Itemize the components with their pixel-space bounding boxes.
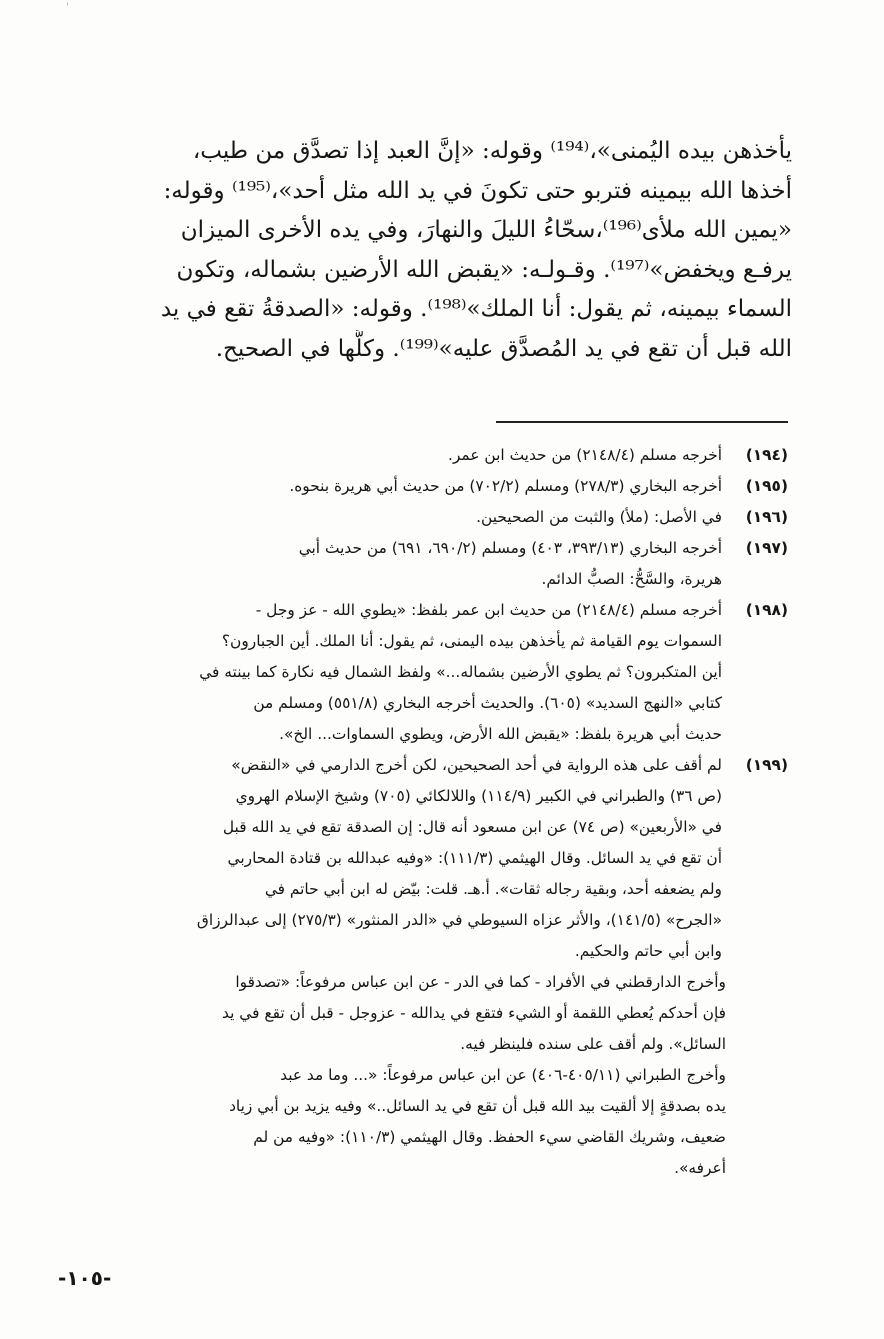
scan-speck: ' bbox=[66, 2, 69, 13]
footnote-line: كتابي «النهج السديد» (٦٠٥). والحديث أخرجه البخاري (٥٥١/٨) ومسلم من bbox=[253, 694, 722, 712]
footnote-line: أخرجه البخاري (٢٧٨/٣) ومسلم (٧٠٢/٢) من حديث أبي هريرة بنحوه. bbox=[289, 477, 722, 495]
footnote-number: (١٩٤) bbox=[745, 446, 788, 464]
footnote-199 bbox=[92, 750, 788, 967]
footnote-number: (١٩٨) bbox=[745, 601, 788, 619]
footnote-line: أين المتكبرون؟ ثم يطوي الأرضين بشماله...» ولفظ الشمال فيه نكارة كما بينته في bbox=[199, 663, 722, 681]
main-text-line: أخذها الله بيمينه فتربو حتى تكونَ في يد الله مثل أحد»،⁽¹⁹⁵⁾ وقوله: bbox=[163, 177, 792, 204]
footnote-line: السموات يوم القيامة ثم يأخذهن بيده اليمنى، ثم يقول: أنا الملك. أين الجبارون؟ bbox=[221, 632, 722, 650]
footnote-198 bbox=[92, 595, 788, 750]
footnote-line: ولم يضعفه أحد، وبقية رجاله ثقات». أ.هـ. قلت: بيّض له ابن أبي حاتم في bbox=[264, 880, 722, 898]
footnote-line: في «الأربعين» (ص ٧٤) عن ابن مسعود أنه قال: إن الصدقة تقع في يد الله قبل bbox=[222, 818, 722, 836]
main-text-line: الله قبل أن تقع في يد المُصدَّق عليه»⁽¹⁹⁹⁾. وكلُّها في الصحيح. bbox=[215, 335, 792, 362]
footnote-paragraph-daraqutni bbox=[92, 967, 726, 1060]
main-text-line: «يمين الله ملأى⁽¹⁹⁶⁾،سحّاءُ الليلَ والنهارَ، وفي يده الأخرى الميزان bbox=[180, 217, 792, 243]
footnote-divider bbox=[496, 421, 788, 423]
footnote-line: وابن أبي حاتم والحكيم. bbox=[574, 942, 722, 960]
footnote-194 bbox=[92, 440, 788, 471]
footnote-line: هريرة، والسَّحُّ: الصبُّ الدائم. bbox=[541, 570, 722, 588]
footnote-number: (١٩٥) bbox=[745, 477, 788, 495]
footnote-line: في الأصل: (ملأ) والثبت من الصحيحين. bbox=[476, 508, 722, 526]
footnote-number: (١٩٩) bbox=[745, 756, 788, 774]
footnote-line: أخرجه مسلم (٢١٤٨/٤) من حديث ابن عمر. bbox=[448, 446, 722, 464]
footnote-line: لم أقف على هذه الرواية في أحد الصحيحين، لكن أخرج الدارمي في «النقض» bbox=[231, 756, 722, 774]
main-text-line: يأخذهن بيده اليُمنى»،⁽¹⁹⁴⁾ وقوله: «إنَّ العبد إذا تصدَّق من طيب، bbox=[192, 138, 792, 164]
paragraph-line: أعرفه». bbox=[674, 1159, 726, 1177]
paragraph-line: السائل». ولم أقف على سنده فلينظر فيه. bbox=[460, 1035, 726, 1053]
footnotes bbox=[92, 440, 788, 1184]
main-text bbox=[92, 132, 792, 369]
footnote-196 bbox=[92, 502, 788, 533]
paragraph-line: وأخرج الطبراني (٤٠٥/١١-٤٠٦) عن ابن عباس مرفوعاً: «... وما مد عبد bbox=[280, 1066, 726, 1084]
footnote-line: أخرجه البخاري (٣٩٣/١٣، ٤٠٣) ومسلم (٦٩٠/٢، ٦٩١) من حديث أبي bbox=[298, 539, 722, 557]
footnote-line: أخرجه مسلم (٢١٤٨/٤) من حديث ابن عمر بلفظ: «يطوي الله - عز وجل - bbox=[255, 601, 722, 619]
footnote-line: حديث أبي هريرة بلفظ: «يقبض الله الأرض، ويطوي السماوات... الخ». bbox=[279, 725, 722, 743]
paragraph-line: فإن أحدكم يُعطي اللقمة أو الشيء فتقع في يدالله - عزوجل - قبل أن تقع في يد bbox=[222, 1004, 726, 1022]
page-number: -١٠٥- bbox=[58, 1266, 112, 1290]
footnote-line: (ص ٣٦) والطبراني في الكبير (١١٤/٩) واللالكائي (٧٠٥) وشيخ الإسلام الهروي bbox=[235, 787, 722, 805]
footnote-195 bbox=[92, 471, 788, 502]
paragraph-line: وأخرج الدارقطني في الأفراد - كما في الدر - عن ابن عباس مرفوعاً: «تصدقوا bbox=[235, 973, 726, 991]
footnote-paragraph-tabarani bbox=[92, 1060, 726, 1184]
paragraph-line: ضعيف، وشريك القاضي سيء الحفظ. وقال الهيثمي (١١٠/٣): «وفيه من لم bbox=[253, 1128, 726, 1146]
main-text-line: السماء بيمينه، ثم يقول: أنا الملك»⁽¹⁹⁸⁾. وقوله: «الصدقةُ تقع في يد bbox=[160, 296, 792, 322]
paragraph-line: يده بصدقةٍ إلا ألقيت بيد الله قبل أن تقع في يد السائل..» وفيه يزيد بن أبي زياد bbox=[229, 1097, 726, 1115]
footnote-number: (١٩٧) bbox=[745, 539, 788, 557]
main-text-line: يرفـع ويخفض»⁽¹⁹⁷⁾. وقـولـه: «يقبض الله الأرضين بشماله، وتكون bbox=[176, 256, 792, 283]
footnote-number: (١٩٦) bbox=[745, 508, 788, 526]
footnote-197 bbox=[92, 533, 788, 595]
footnote-line: أن تقع في يد السائل. وقال الهيثمي (١١١/٣): «وفيه عبدالله بن قتادة المحاربي bbox=[227, 849, 722, 867]
footnote-line: «الجرح» (١٤١/٥)، والأثر عزاه السيوطي في «الدر المنثور» (٢٧٥/٣) إلى عبدالرزاق bbox=[196, 911, 722, 929]
